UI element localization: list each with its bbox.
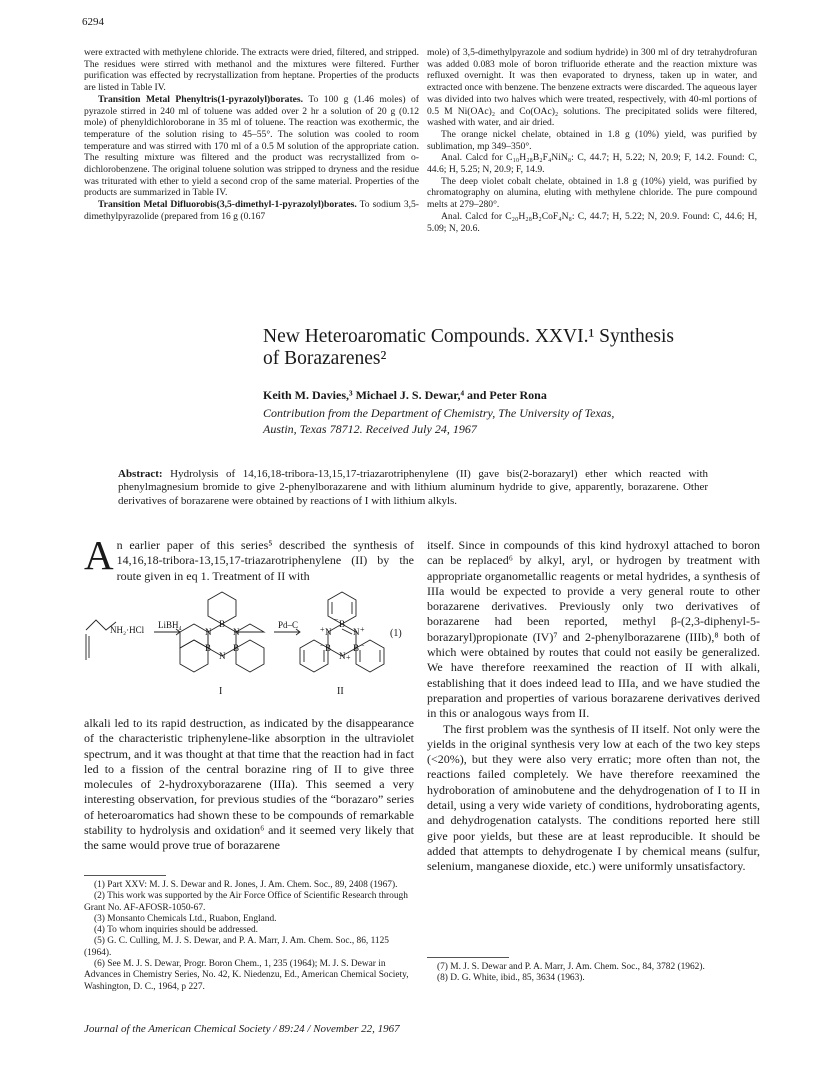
paragraph-text: n earlier paper of this series⁵ described the synthesis of 14,16,18-tribora-13,15,17-triazarotriphenylene (II) by the route given in eq 1. Treatment of II with	[116, 538, 414, 583]
experimental-paragraph: were extracted with methylene chloride. The extracts were dried, filtered, and stripped. The residues were stirred with methanol and the mixtures were filtered. Further purification was effected by recrystallization from heptane. Properties of the products are listed in Table IV.	[84, 47, 419, 94]
analysis-line: Anal. Calcd for C₁₀H₂₈B₂F₄NiN₈: C, 44.7; H, 5.22; N, 20.9; F, 14.2. Found: C, 44.6; H, 5.25; N, 20.9; F, 14.9.	[427, 152, 757, 176]
atom-label: B	[325, 643, 332, 653]
charge-label: −	[360, 641, 365, 650]
footnote: (4) To whom inquiries should be addressed.	[94, 925, 258, 936]
analysis-line: Anal. Calcd for C₂₀H₂₈B₂CoF₄N₈: C, 44.7; H, 5.22; N, 20.9. Found: C, 44.6; H, 5.09; N, 20.6.	[427, 210, 757, 234]
intro-paragraph	[84, 532, 414, 584]
footnote: (7) M. J. S. Dewar and P. A. Marr, J. Am. Chem. Soc., 84, 3782 (1962).	[437, 962, 705, 972]
abstract-label: Abstract:	[118, 468, 163, 480]
experimental-paragraph: The deep violet cobalt chelate, obtained in 1.8 g (10%) yield, was purified by chromatography on alumina, eluting with methylene chloride. The pure compound melts at 279–280°.	[427, 175, 757, 211]
page-number: 6294	[82, 16, 104, 28]
paragraph: alkali led to its rapid destruction, as indicated by the disappearance of the characteristic triphenylene-like absorption in the ultraviolet spectrum, and it was thought at that time that the reaction had in fact led to a fission of the central borazine ring of II to give three molecules of 2-hydroxyborazarene (IIIa). This seemed a very interesting observation, for previous studies of the “borazaro” series of heteroaromatics had shown these to be compounds of remarkable stability to hydrolysis and oxidation⁶ and it seemed very likely that the same would prove true of borazarene	[84, 716, 414, 853]
reagent-label: NH₂·HCl	[110, 625, 145, 635]
authors: Keith M. Davies,³ Michael J. S. Dewar,⁴ and Peter Rona	[263, 388, 547, 402]
article-title	[263, 326, 743, 370]
section-heading: Transition Metal Phenyltris(1-pyrazolyl)borates.	[98, 93, 304, 105]
atom-label: B	[233, 643, 240, 653]
arrow-1-reagent: LiBH₄	[158, 620, 182, 630]
atom-label: B	[219, 619, 226, 629]
charge-label: −	[320, 641, 325, 650]
charge-label: +	[346, 653, 351, 662]
footnotes-left	[84, 880, 414, 993]
affiliation	[263, 406, 743, 437]
paragraph	[84, 532, 414, 584]
paragraph: The first problem was the synthesis of II itself. Not only were the yields in the original synthesis very low at each of the two key steps (<20%), but they were also very erratic; more often than not, the reactions failed completely. We have therefore reexamined the hydroboration of aminobutene and the dehydrogenation of I to II in detail, using a very wide variety of conditions, hydroborating agents, and dehydrogenation catalysts. The conditions reported here still give poor yields, but these are at least reproducible. It should be added that attempts to dehydrogenate I by chemical means (sulfur, selenium, manganese dioxide, etc.) were uniformly unsatisfactory.	[427, 721, 760, 874]
paragraph-text: To sodium 3,5-dimethylpyrazolide (prepared from 16 g (0.167	[84, 199, 420, 222]
drop-cap: A	[84, 532, 114, 578]
affiliation-line: Contribution from the Department of Chemistry, The University of Texas,	[263, 406, 615, 420]
journal-footer: Journal of the American Chemical Society / 89:24 / November 22, 1967	[84, 1023, 400, 1035]
right-column	[427, 538, 760, 875]
title-line: of Borazarenes²	[263, 348, 387, 369]
paragraph: itself. Since in compounds of this kind hydroxyl attached to boron can be replaced⁶ by alkyl, aryl, or hydrogen by treatment with appropriate organometallic reagents or metal hydrides, a synthesis of IIIa would be expected to provide a very general route to other borazarene derivatives. Previously only two derivatives of borazarene had been reported, methyl β-(2,3-diphenyl-5-borazaryl)propionate (IV)⁷ and 2-phenylborazarene (IIIb),⁸ both of which were obtained by routes that could not easily be generalized. We have therefore reexamined the reaction of II with alkali, establishing that it does indeed lead to IIIa, and we have studied the preparation and properties of various borazarene derivatives derived in this or analogous ways from II.	[427, 538, 760, 721]
affiliation-line: Austin, Texas 78712. Received July 24, 1967	[263, 421, 477, 436]
arrow-2-reagent: Pd–C	[278, 620, 299, 630]
paragraph-text: To 100 g (1.46 moles) of pyrazole stirred in 240 ml of toluene was added over 2 hr a solution of 20 g (0.12 mole) of phenyldichloroborane in 35 ml of toluene. The reaction was exothermic, the temperature of the solution rising to 45–55°. The solution was cooled to room temperature and was stirred with 170 ml of a 0.5 M solution of the appropriate cation. The resulting mixture was filtered and the product was recrystallized from o-dichlorobenzene. The original toluene solution was stripped to dryness and the residue was triturated with ether to yield a second crop of the same material. Properties of the products are summarized in Table IV.	[84, 93, 419, 199]
section-heading: Transition Metal Difluorobis(3,5-dimethyl-1-pyrazolyl)borates.	[98, 199, 357, 211]
equation-number: (1)	[390, 628, 402, 639]
footnote: (6) See M. J. S. Dewar, Progr. Boron Chem., 1, 235 (1964); M. J. S. Dewar in Advances in Chemistry Series, No. 42, K. Niedenzu, Ed., American Chemical Society, Washington, D. C., 1964, p 227.	[84, 959, 409, 992]
title-line: New Heteroaromatic Compounds. XXVI.¹ Synthesis	[263, 326, 674, 347]
experimental-paragraph	[84, 199, 419, 222]
atom-label: N	[353, 627, 360, 637]
footnote: (2) This work was supported by the Air Force Office of Scientific Research through Grant No. AF-AFOSR-1050-67.	[84, 891, 408, 913]
charge-label: −	[334, 615, 339, 624]
footnote-rule	[427, 957, 509, 958]
experimental-paragraph: The orange nickel chelate, obtained in 1.8 g (10%) yield, was purified by sublimation, mp 349–350°.	[427, 128, 757, 152]
charge-label: +	[320, 625, 325, 634]
footnote-rule	[84, 875, 166, 876]
atom-label: B	[339, 619, 346, 629]
experimental-left-column	[84, 47, 419, 223]
atom-label: N	[205, 627, 212, 637]
experimental-paragraph	[84, 94, 419, 199]
compound-label-I: I	[219, 686, 223, 697]
experimental-paragraph: mole) of 3,5-dimethylpyrazole and sodium hydride) in 300 ml of dry tetrahydrofuran was added 0.083 mole of boron trifluoride etherate and the reaction mixture was refluxed overnight. It was then evaporated to dryness, taken up in water, and extracted once with benzene. The benzene extracts were discarded. The aqueous layer was divided into two halves which were treated, respectively, with 40-ml portions of 0.5 M Ni(OAc)₂ and Co(OAc)₂ solutions. The precipitated solids were filtered, washed with water, and air dried.	[427, 47, 757, 129]
atom-label: N	[233, 627, 240, 637]
abstract-text: Hydrolysis of 14,16,18-tribora-13,15,17-triazarotriphenylene (II) gave bis(2-borazaryl) ether which reacted with phenylmagnesium bromide to give 2-phenylborazarene and with lithium aluminum hydride to give, apparently, borazarene. Other derivatives of borazarene were obtained by reactions of I with lithium alkyls.	[118, 468, 708, 507]
footnote: (3) Monsanto Chemicals Ltd., Ruabon, England.	[94, 913, 277, 924]
atom-label: N	[339, 651, 346, 661]
footnote: (1) Part XXV: M. J. S. Dewar and R. Jones, J. Am. Chem. Soc., 89, 2408 (1967).	[94, 880, 398, 890]
footnote: (5) G. C. Culling, M. J. S. Dewar, and P. A. Marr, J. Am. Chem. Soc., 86, 1125 (1964).	[84, 936, 389, 958]
atom-label: N	[325, 627, 332, 637]
footnotes-right	[427, 962, 760, 985]
atom-label: N	[219, 651, 226, 661]
atom-label: B	[205, 643, 212, 653]
left-column-continuation	[84, 716, 414, 854]
reaction-scheme	[84, 590, 414, 714]
compound-label-II: II	[337, 686, 344, 697]
charge-label: +	[360, 625, 365, 634]
abstract	[118, 468, 708, 508]
atom-label: B	[353, 643, 360, 653]
experimental-right-column	[427, 47, 757, 234]
footnote: (8) D. G. White, ibid., 85, 3634 (1963).	[437, 973, 585, 984]
